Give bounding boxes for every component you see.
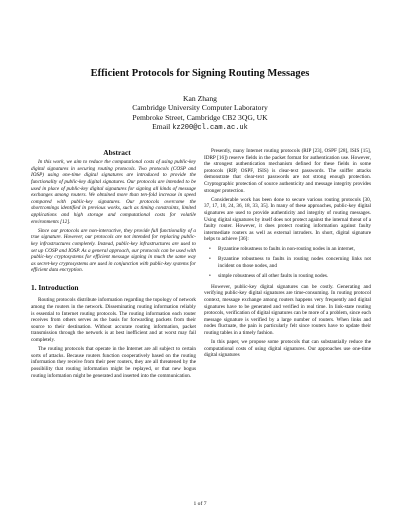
- left-column: [31, 150, 196, 382]
- author-block: [0, 94, 400, 133]
- author-email: kz200@cl.cam.ac.uk: [172, 123, 248, 132]
- body-paragraph: Presently, many Internet routing protocols (RIP [23], OSPF [28], ISIS [15], IDRP [16]) reserve fields in the packet format for authentication use. However, the strongest authentication mechanism defined for these fields in some protocols (RIP, OSPF, ISIS) is clear-text passwords. The sniffer attacks demonstrate that clear-text passwords are not strong enough protection. Cryptographic protection of source authenticity and message integrity provides stronger protection.: [204, 148, 371, 194]
- body-paragraph: Considerable work has been done to secure various routing protocols [30, 37, 17, 10, 24, 36, 18, 33, 35]. In many of these approaches, public-key digital signatures are used to provide authenticity and integrity of routing messages. Using digital signatures by itself does not protect against the internal threat of a faulty router. However, it does protect routing information against faulty intermediate routers as well as external intruders. In short, digital signature helps to achieve [36]:: [204, 196, 371, 243]
- section-heading-introduction: 1. Introduction: [31, 282, 79, 292]
- bullet-list: [204, 246, 371, 280]
- body-paragraph: However, public-key digital signatures can be costly. Generating and verifying public-key digital signatures are time-consuming. In routing protocol context, message exchange among routers happens very frequently and digital signatures have to be generated and verified in real time. In link-state routing protocols, verification of digital signatures can be more of a problem, since each message signature is verified by a large number of routers. When links and nodes fluctuate, the pain is particularly felt since routers have to update their routing tables in a timely fashion.: [204, 283, 371, 337]
- body-paragraph: The routing protocols that operate in the Internet are all subject to certain sorts of attacks. Because routers function cooperatively based on the routing information they receive from their peer routers, they are all threatened by the possibility that routing information might be replayed, or that new bogus routing information might be generated and inserted into the communication.: [31, 346, 196, 379]
- bullet-item: • Byzantine robustness to faults in non-routing nodes in an internet,: [218, 246, 371, 253]
- bullet-item: • simple robustness of all other faults in routing nodes.: [218, 273, 371, 280]
- body-paragraph: Routing protocols distribute information regarding the topology of network among the routers in the network. Disseminating routing information reliably is essential to Internet routing protocols. The routing information each router receives from others serves as the basis for forwarding packets from their source to their destination. Without accurate routing information, packet transmission through the network is at best inefficient and at worst may fail completely.: [31, 297, 196, 344]
- author-email-line: [0, 122, 400, 133]
- abstract-heading: Abstract: [103, 148, 131, 157]
- author-affiliation: Cambridge University Computer Laboratory: [132, 103, 268, 113]
- email-label: Email: [152, 121, 171, 131]
- paper-title: Efficient Protocols for Signing Routing Messages: [90, 68, 310, 79]
- page-number: 1 of 7: [193, 501, 207, 507]
- author-name: Kan Zhang: [183, 94, 217, 103]
- bullet-item: • Byzantine robustness to faults in routing nodes concerning links not incident on those nodes, and: [218, 256, 371, 269]
- abstract-paragraph: In this work, we aim to reduce the computational costs of using public-key digital signatures in securing routing protocols. Two protocols (COSP and IOSP) using one-time digital signatures are introduced to provide the functionality of public-key digital signatures. Our protocols are intended to be used in place of public-key digital signatures for signing all kinds of message exchanges among routers. We obtained more than ten-fold increase in speed compared with public-key signatures. Our protocols overcome the shortcomings identified in previous works, such as timing constraints, limited applications and high storage and computational costs for volatile environments [12].: [31, 159, 196, 225]
- abstract-paragraph: Since our protocols are non-interactive, they provide full functionality of a true signature. However, our protocols are not intended for replacing public-key infrastructures completely. Instead, public-key infrastructures are used to set up COSP and IOSP. As a general approach, our protocols can be used with public-key cryptosystems for efficient message signing in much the same way as secret-key cryptosystems are used in conjunction with public-key systems for efficient data encryption.: [31, 227, 196, 274]
- right-column: [204, 148, 371, 362]
- author-address: Pembroke Street, Cambridge CB2 3QG, UK: [132, 112, 268, 122]
- body-paragraph: In this paper, we propose some protocols that can substantially reduce the computational costs of using digital signatures. Our approaches use one-time digital signatures: [204, 339, 371, 359]
